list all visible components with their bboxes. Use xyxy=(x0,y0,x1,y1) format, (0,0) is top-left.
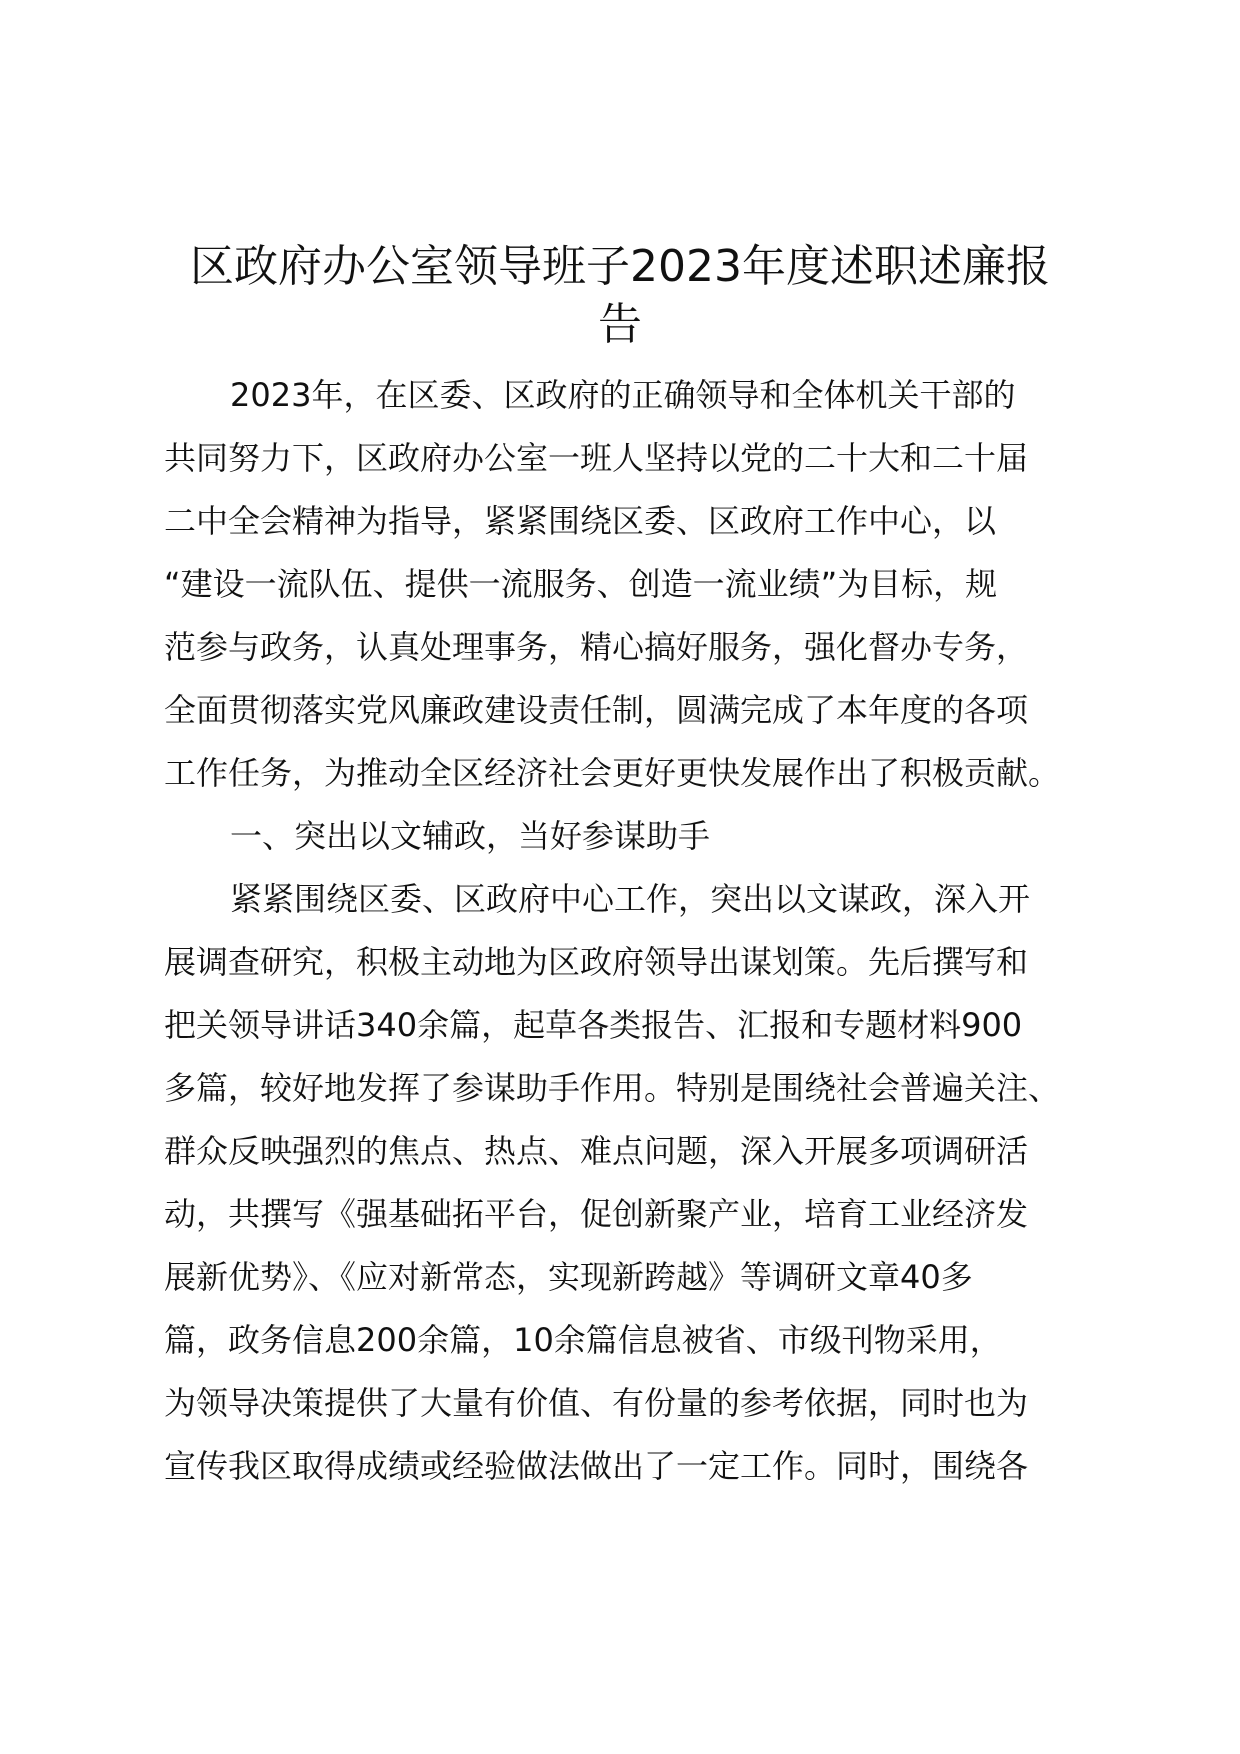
paragraph-line: 多篇，较好地发挥了参谋助手作用。特别是围绕社会普遍关注、 xyxy=(164,1069,1061,1107)
paragraph-line: 二中全会精神为指导，紧紧围绕区委、区政府工作中心，以 xyxy=(164,502,997,540)
title-line-1: 区政府办公室领导班子2023年度述职述廉报 xyxy=(190,241,1050,292)
document-title xyxy=(150,238,1090,354)
paragraph-line: 2023年，在区委、区政府的正确领导和全体机关干部的 xyxy=(230,376,1016,414)
paragraph-line: 展新优势》、《应对新常态，实现新跨越》等调研文章40多 xyxy=(164,1258,973,1296)
paragraph-line: 展调查研究，积极主动地为区政府领导出谋划策。先后撰写和 xyxy=(164,943,1029,981)
paragraph-line: 范参与政务，认真处理事务，精心搞好服务，强化督办专务， xyxy=(164,628,1029,666)
paragraph-line: 全面贯彻落实党风廉政建设责任制，圆满完成了本年度的各项 xyxy=(164,691,1029,729)
paragraph-line: 篇，政务信息200余篇，10余篇信息被省、市级刊物采用， xyxy=(164,1321,1002,1359)
paragraph-line: 动，共撰写《强基础拓平台，促创新聚产业，培育工业经济发 xyxy=(164,1195,1029,1233)
paragraph-line: 群众反映强烈的焦点、热点、难点问题，深入开展多项调研活 xyxy=(164,1132,1029,1170)
title-line-2: 告 xyxy=(598,299,642,350)
paragraph-line: 宣传我区取得成绩或经验做法做出了一定工作。同时，围绕各 xyxy=(164,1447,1029,1485)
paragraph-line: 为领导决策提供了大量有价值、有份量的参考依据，同时也为 xyxy=(164,1384,1029,1422)
paragraph-line: 工作任务，为推动全区经济社会更好更快发展作出了积极贡献。 xyxy=(164,754,1061,792)
paragraph-line: 紧紧围绕区委、区政府中心工作，突出以文谋政，深入开 xyxy=(230,880,1031,918)
paragraph-line: 共同努力下，区政府办公室一班人坚持以党的二十大和二十届 xyxy=(164,439,1029,477)
paragraph-line: “建设一流队伍、提供一流服务、创造一流业绩”为目标，规 xyxy=(164,565,998,603)
section-heading: 一、突出以文辅政，当好参谋助手 xyxy=(230,817,711,855)
paragraph-line: 把关领导讲话340余篇，起草各类报告、汇报和专题材料900 xyxy=(164,1006,1023,1044)
